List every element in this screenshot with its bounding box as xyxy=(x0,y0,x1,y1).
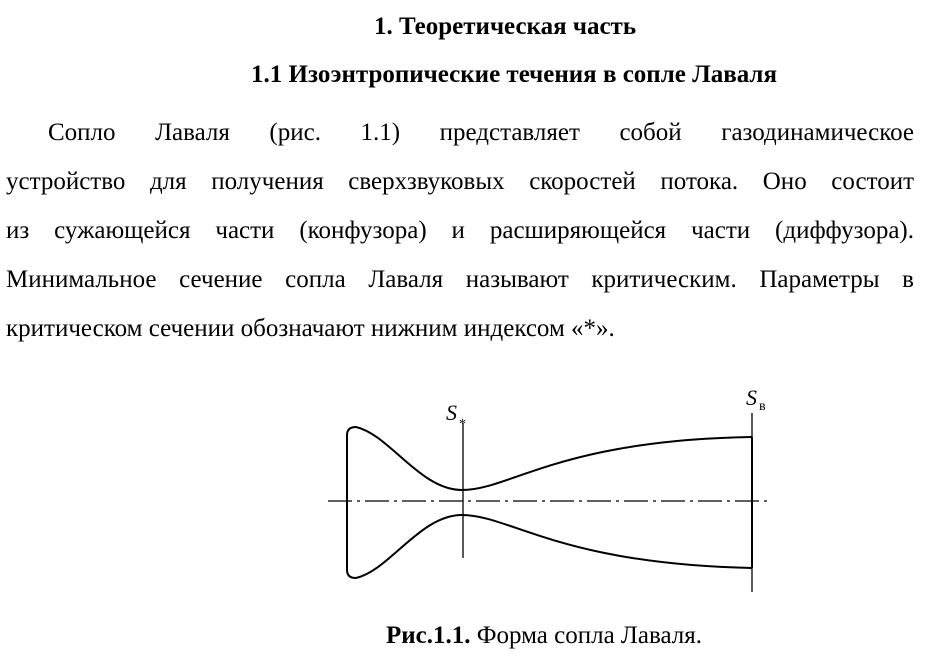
nozzle-lower-contour xyxy=(356,515,752,578)
paragraph-line: Минимальное сечение сопла Лаваля называют критическим. Параметры в xyxy=(6,266,914,293)
section-subheading: 1.1 Изоэнтропические течения в сопле Лаваля xyxy=(251,61,777,88)
nozzle-diagram xyxy=(0,380,933,620)
paragraph-line: из сужающейся части (конфузора) и расширяющейся части (диффузора). xyxy=(6,217,914,244)
nozzle-figure xyxy=(0,380,933,620)
exit-section-label: S xyxy=(746,385,757,410)
inlet-wall xyxy=(347,427,356,578)
caption-text: Форма сопла Лаваля. xyxy=(476,622,702,649)
paragraph-line: критическом сечении обозначают нижним индексом «*». xyxy=(6,315,615,342)
body-paragraph xyxy=(6,108,914,353)
paragraph-line: Сопло Лаваля (рис. 1.1) представляет собой газодинамическое xyxy=(48,119,914,146)
critical-section-subscript: * xyxy=(459,417,466,432)
nozzle-upper-contour xyxy=(356,427,752,490)
caption-label: Рис.1.1. xyxy=(385,622,471,649)
exit-section-subscript: в xyxy=(759,399,766,414)
critical-section-label: S xyxy=(446,400,457,425)
section-heading: 1. Теоретическая часть xyxy=(373,13,637,40)
figure-caption xyxy=(0,619,933,653)
paragraph-line: устройство для получения сверхзвуковых скоростей потока. Оно состоит xyxy=(6,168,914,195)
